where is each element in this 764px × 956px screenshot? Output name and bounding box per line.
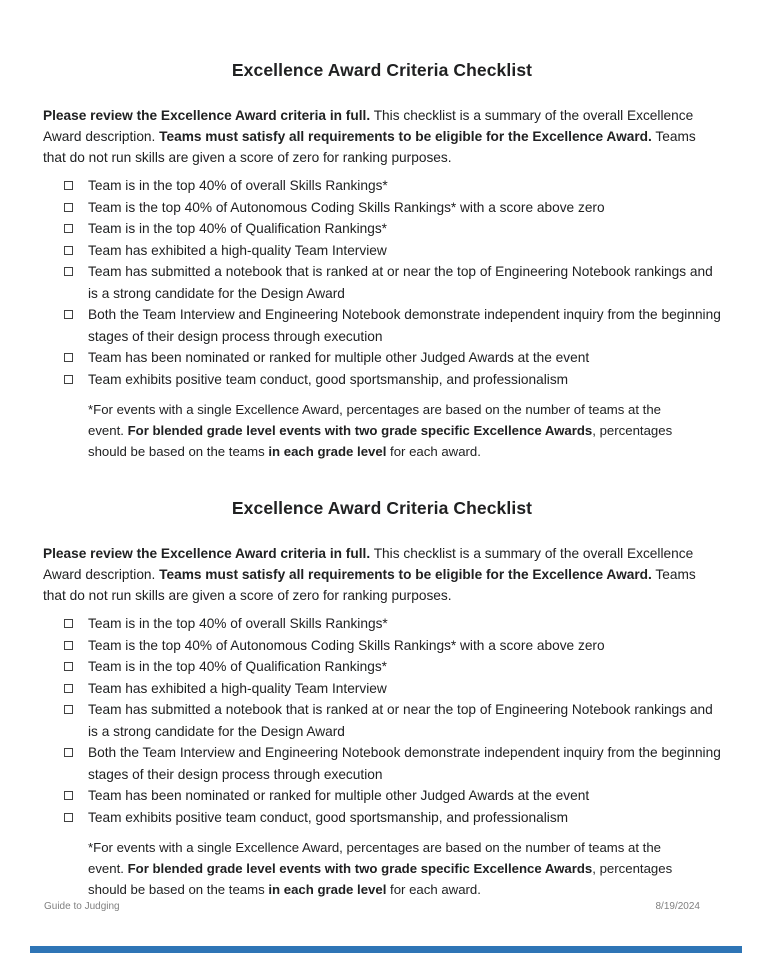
- checklist-item: [63, 261, 722, 304]
- footnote-text: *For events with a single Excellence Award, percentages are based on the number of teams at the event.: [88, 402, 662, 438]
- checklist-item: [63, 347, 722, 369]
- checkbox-unchecked-icon: [64, 310, 73, 319]
- checklist-item: [63, 742, 722, 785]
- checklist-item-text: Team is the top 40% of Autonomous Coding Skills Rankings* with a score above zero: [88, 637, 605, 653]
- checklist-item: [63, 218, 722, 240]
- checkbox-unchecked-icon: [64, 375, 73, 384]
- footnote-bold-blended: For blended grade level events with two grade specific Excellence Awards: [127, 861, 593, 876]
- checklist-item: [63, 807, 722, 829]
- checklist-item: [63, 678, 722, 700]
- intro-text-tail: Teams that do not run skills are given a score of zero for ranking purposes.: [43, 129, 696, 165]
- intro-text: This checklist is a summary of the overall Excellence Award description.: [43, 546, 694, 582]
- checkbox-unchecked-icon: [64, 791, 73, 800]
- checklist-item: [63, 240, 722, 262]
- page-title: Excellence Award Criteria Checklist: [231, 498, 533, 518]
- checkbox-unchecked-icon: [64, 267, 73, 276]
- checklist-item-text: Team is the top 40% of Autonomous Coding Skills Rankings* with a score above zero: [88, 199, 605, 215]
- checkbox-unchecked-icon: [64, 353, 73, 362]
- intro-bold-requirement: Teams must satisfy all requirements to be eligible for the Excellence Award.: [159, 567, 652, 582]
- footer-doc-title: Guide to Judging: [44, 901, 120, 912]
- footnote-text: for each award.: [386, 444, 481, 459]
- checkbox-unchecked-icon: [64, 641, 73, 650]
- intro-paragraph: [43, 543, 722, 606]
- checklist-item: [63, 635, 722, 657]
- footnote-bold-blended: For blended grade level events with two grade specific Excellence Awards: [127, 423, 593, 438]
- checkbox-unchecked-icon: [64, 203, 73, 212]
- page-title: Excellence Award Criteria Checklist: [231, 60, 533, 80]
- checkbox-unchecked-icon: [64, 684, 73, 693]
- checklist-item: [63, 699, 722, 742]
- intro-bold-lead: Please review the Excellence Award criteria in full.: [43, 546, 371, 561]
- checklist-item-text: Team exhibits positive team conduct, good sportsmanship, and professionalism: [88, 371, 569, 387]
- checklist-item-text: Both the Team Interview and Engineering Notebook demonstrate independent inquiry from the beginning stages of their design process through execution: [88, 745, 721, 782]
- checkbox-unchecked-icon: [64, 748, 73, 757]
- page-footer: [44, 901, 700, 912]
- intro-text-tail: Teams that do not run skills are given a score of zero for ranking purposes.: [43, 567, 696, 603]
- next-page-header-accent-bar: [30, 946, 742, 953]
- checklist-item-text: Team has exhibited a high-quality Team Interview: [88, 680, 387, 696]
- checkbox-unchecked-icon: [64, 619, 73, 628]
- checkbox-unchecked-icon: [64, 181, 73, 190]
- checklist-section-1: [0, 60, 764, 462]
- checkbox-unchecked-icon: [64, 813, 73, 822]
- checklist-item-text: Team is in the top 40% of overall Skills Rankings*: [88, 616, 388, 631]
- checklist-item: [63, 656, 722, 678]
- intro-text: This checklist is a summary of the overall Excellence Award description.: [43, 108, 694, 144]
- checklist-item-text: Team has been nominated or ranked for multiple other Judged Awards at the event: [88, 788, 590, 803]
- checklist-item-text: Team is in the top 40% of Qualification Rankings*: [88, 659, 388, 674]
- checklist-item: [63, 613, 722, 635]
- checklist-item-text: Team is in the top 40% of overall Skills Rankings*: [88, 178, 388, 193]
- checkbox-unchecked-icon: [64, 705, 73, 714]
- checkbox-unchecked-icon: [64, 224, 73, 233]
- checkbox-unchecked-icon: [64, 246, 73, 255]
- checklist-item: [63, 197, 722, 219]
- checklist-item-text: Both the Team Interview and Engineering Notebook demonstrate independent inquiry from the beginning stages of their design process through execution: [88, 307, 721, 344]
- checklist-item: [63, 304, 722, 347]
- intro-bold-requirement: Teams must satisfy all requirements to be eligible for the Excellence Award.: [159, 129, 652, 144]
- footnote-text: *For events with a single Excellence Award, percentages are based on the number of teams at the event.: [88, 840, 662, 876]
- checkbox-unchecked-icon: [64, 662, 73, 671]
- criteria-checklist: [63, 175, 722, 390]
- footnote: [88, 399, 688, 462]
- footnote-text: , percentages should be based on the teams: [88, 423, 673, 459]
- checklist-item-text: Team has exhibited a high-quality Team Interview: [88, 242, 387, 258]
- checklist-item: [63, 785, 722, 807]
- criteria-checklist: [63, 613, 722, 828]
- checklist-item-text: Team has submitted a notebook that is ranked at or near the top of Engineering Notebook rankings and is a strong candidate for the Design Award: [88, 264, 713, 301]
- checklist-item-text: Team is in the top 40% of Qualification Rankings*: [88, 221, 388, 236]
- checklist-item-text: Team exhibits positive team conduct, good sportsmanship, and professionalism: [88, 809, 569, 825]
- footnote-text: for each award.: [386, 882, 481, 897]
- footnote-text: , percentages should be based on the teams: [88, 861, 673, 897]
- footnote-bold-grade-level: in each grade level: [268, 444, 387, 459]
- checklist-item-text: Team has submitted a notebook that is ranked at or near the top of Engineering Notebook rankings and is a strong candidate for the Design Award: [88, 702, 713, 739]
- footer-date: 8/19/2024: [655, 901, 700, 912]
- checklist-item: [63, 369, 722, 391]
- footnote-bold-grade-level: in each grade level: [268, 882, 387, 897]
- checklist-item-text: Team has been nominated or ranked for multiple other Judged Awards at the event: [88, 350, 590, 365]
- intro-bold-lead: Please review the Excellence Award criteria in full.: [43, 108, 371, 123]
- intro-paragraph: [43, 105, 722, 168]
- checklist-section-2: [0, 498, 764, 900]
- footnote: [88, 837, 688, 900]
- checklist-item: [63, 175, 722, 197]
